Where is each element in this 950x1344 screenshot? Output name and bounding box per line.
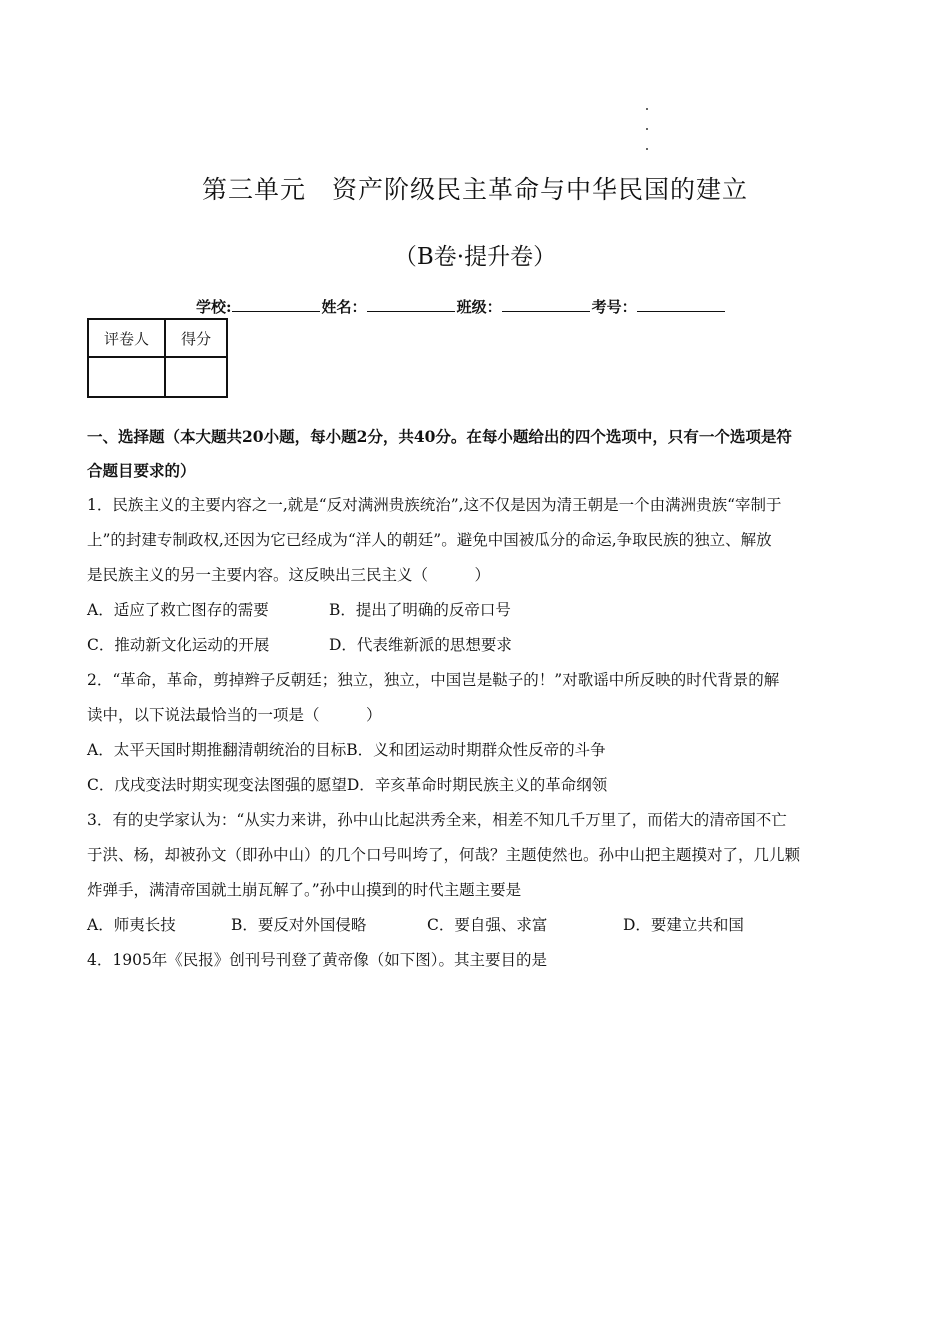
score-header: 得分 xyxy=(165,319,227,357)
header-dots xyxy=(646,108,650,168)
name-label: 姓名： xyxy=(321,298,367,316)
question-text: 3．有的史学家认为：“从实力来讲，孙中山比起洪秀全来，相差不知几千万里了，而偌大的清帝国不亡 xyxy=(87,811,787,829)
school-label: 学校: xyxy=(196,298,232,316)
option-c[interactable]: C．要自强、求富 xyxy=(427,916,548,934)
school-field[interactable] xyxy=(232,297,320,312)
exam-no-label: 考号： xyxy=(591,298,637,316)
option-a[interactable]: A．适应了救亡图存的需要 xyxy=(87,601,269,619)
question-text: 2．“革命，革命，剪掉辫子反朝廷；独立，独立，中国岂是鞑子的！”对歌谣中所反映的时代背景的解 xyxy=(87,671,780,689)
question-text: 4．1905年《民报》创刊号刊登了黄帝像（如下图）。其主要目的是 xyxy=(87,951,548,969)
option-a[interactable]: A．师夷长技 xyxy=(87,916,176,934)
page-subtitle: （B卷·提升卷） xyxy=(393,244,557,270)
section-heading: 一、选择题（本大题共20小题，每小题2分，共40分。在每小题给出的四个选项中，只有一个选项是符 合题目要求的） xyxy=(87,427,792,480)
page-title: 第三单元 资产阶级民主革命与中华民国的建立 xyxy=(201,175,748,204)
question-text: 炸弹手，满清帝国就土崩瓦解了。”孙中山摸到的时代主题主要是 xyxy=(87,881,522,899)
option-row xyxy=(87,593,863,628)
option-row xyxy=(87,628,863,663)
option-row xyxy=(87,768,863,803)
question-text: 上”的封建专制政权,还因为它已经成为“洋人的朝廷”。避免中国被瓜分的命运,争取民族的独立、解放 xyxy=(87,531,772,549)
question-text: 1．民族主义的主要内容之一,就是“反对满洲贵族统治”,这不仅是因为清王朝是一个由满洲贵族“宰制于 xyxy=(87,496,782,514)
option-b[interactable]: B．要反对外国侵略 xyxy=(231,916,367,934)
grader-header: 评卷人 xyxy=(88,319,165,357)
question-text: 读中，以下说法最恰当的一项是（ ） xyxy=(87,706,382,724)
option-c[interactable]: C．推动新文化运动的开展 xyxy=(87,636,270,654)
option-d[interactable]: D．代表维新派的思想要求 xyxy=(329,636,512,654)
question-4 xyxy=(87,943,863,978)
student-info-line xyxy=(196,296,727,317)
question-3 xyxy=(87,803,863,943)
option-b[interactable]: B．提出了明确的反帝口号 xyxy=(329,601,511,619)
exam-content xyxy=(87,420,863,978)
option-a[interactable]: A．太平天国时期推翻清朝统治的目标 xyxy=(87,741,347,759)
option-row xyxy=(87,733,863,768)
class-label: 班级： xyxy=(456,298,502,316)
option-row xyxy=(87,908,863,943)
class-field[interactable] xyxy=(502,297,590,312)
option-c[interactable]: C．戊戌变法时期实现变法图强的愿望 xyxy=(87,776,347,794)
question-text: 于洪、杨，却被孙文（即孙中山）的几个口号叫垮了，何哉？主题使然也。孙中山把主题摸对了，几儿颗 xyxy=(87,846,801,864)
question-text: 是民族主义的另一主要内容。这反映出三民主义（ ） xyxy=(87,566,491,584)
exam-no-field[interactable] xyxy=(637,297,725,312)
option-d[interactable]: D．辛亥革命时期民族主义的革命纲领 xyxy=(346,776,608,794)
score-cell[interactable] xyxy=(165,357,227,397)
option-b[interactable]: B．义和团运动时期群众性反帝的斗争 xyxy=(346,741,606,759)
question-1 xyxy=(87,488,863,663)
grader-cell[interactable] xyxy=(88,357,165,397)
score-table xyxy=(87,318,228,398)
question-2 xyxy=(87,663,863,803)
name-field[interactable] xyxy=(367,297,455,312)
option-d[interactable]: D．要建立共和国 xyxy=(623,916,744,934)
